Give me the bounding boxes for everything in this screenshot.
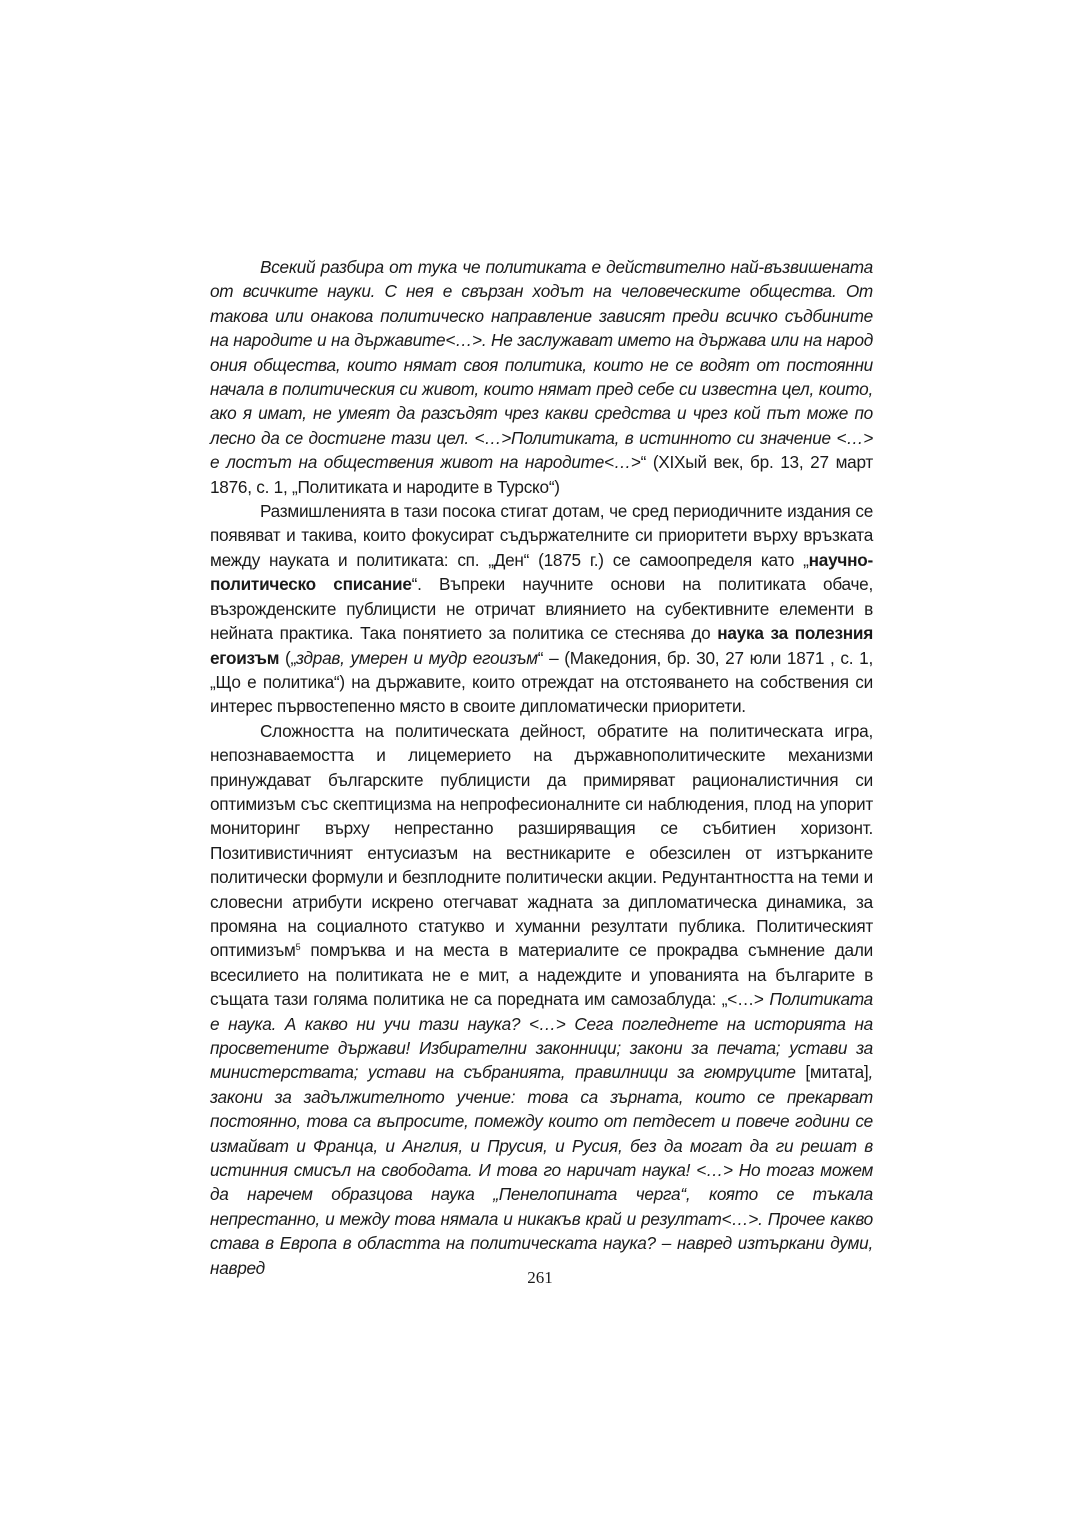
bold-text: научно-политическо списание (210, 549, 873, 595)
italic-text: Всекий разбира от тука че политиката е действително най-възвишената от всичките науки. С нея е свързан ходът на человеческите общества. От такова или онакова политическо направление зависят преди всичко съдбините на народите и на държавите<…>. Не заслужават името на държава или на народ ония общества, които нямат своя политика, които не се водят от постоянни начала в политическия си живот, които нямат пред себе си известна цел, които, ако я имат, не умеят да разсъдят чрез какви средства и чрез кой път може по лесно да се достигне тази цел. <…>Политиката, в истинното си значение <…> е лостът на обществения живот на народите<…> (210, 257, 873, 473)
footnote-marker: 5 (295, 942, 301, 953)
italic-text: Политиката е наука. А какво ни учи тази наука? <…> Сега погледнете на историята на просветените държави! Избирателни законници; закони за печата; устави за министерствата; устави на събранията, правилници за гюмруците (210, 989, 873, 1083)
italic-text: , закони за задължителното учение: това са зърната, които се прекарват постоянно, това са въпросите, помежду които от петдесет и повече години се измайват и Франца, и Англия, и Прусия, и Русия, без да могат да ги решат в истинния смисъл на свободата. И това го наричат наука! <…> Но тогаз можем да наречем образцова наука „Пенелопината черга“, която се тъкала непрестанно, и между това нямала и никакъв край и резултат<…>. Прочее какво става в Европа в областта на политическата наука? – навред изтъркани думи, навред (210, 1062, 873, 1278)
text-run: помръква и на места в материалите се прокрадва съмнение дали всесилието на политиката не е мит, а надеждите и упованията на българите в същата тази голяма политика не са поредната им самозаблуда: „<…> (210, 940, 873, 1010)
bold-text: наука за полезния егоизъм (210, 623, 873, 668)
text-run: “ – (Македония, бр. 30, 27 юли 1871 , с. 1, „Що е политика“) на държавите, които отреждат на отстояването на собствения си интерес първостепенно място в своите дипломатически приоритети. (210, 647, 873, 717)
body-text (210, 255, 873, 1280)
paragraph (210, 499, 873, 719)
page-number: 261 (527, 1268, 553, 1287)
paragraph (210, 719, 873, 1280)
text-run: Размишленията в тази посока стигат дотам, че сред периодичните издания се появяват и такива, които фокусират съдържателните си приоритети върху връзката между науката и политиката: сп. „Ден“ (1875 г.) се самоопределя като „ (210, 501, 873, 570)
text-run: “ (XIXый век, бр. 13, 27 март 1876, с. 1, „Политиката и народите в Турско“) (210, 452, 873, 497)
paragraph (210, 255, 873, 499)
text-run: [митата] (805, 1062, 869, 1083)
text-run: („ (279, 647, 296, 668)
text-run: Сложността на политическата дейност, обратите на политическата игра, непознаваемостта и лицемерието на държавнополитическите механизми принуждават българските публицисти да примиряват рационалистичния си оптимизъм със скептицизма на непрофесионалните си наблюдения, плод на упорит мониторинг върху непрестанно разширяващия се събитиен хоризонт. Позитивистичният ентусиазъм на вестникарите е обезсилен от изтърканите политически формули и безплодните политически акции. Редунтантността на теми и словесни атрибути искрено отегчават жадната за дипломатическа динамика, за промяна на социалното статукво и хуманни резултати публика. Политическият оптимизъм (210, 720, 873, 961)
italic-text: здрав, умерен и мудр егоизъм (296, 647, 538, 668)
text-run: “. Въпреки научните основи на политиката обаче, възрожденските публицисти не отричат влиянието на субективните елементи в нейната практика. Така понятието за политика се стеснява до (210, 574, 874, 644)
